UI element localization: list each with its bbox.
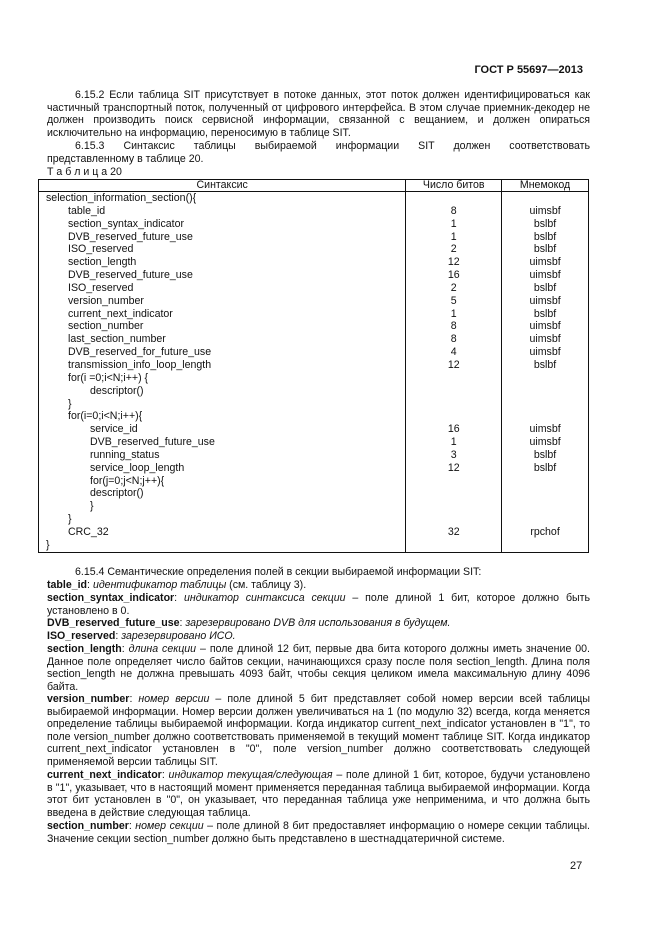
term-italic: номер секции (135, 820, 204, 832)
term-rest: – поле длиной 8 бит предоставляет информацию о номере секции таблицы. Значение секции section_number должно быть представлено в шестнадцатеричной системе. (47, 820, 590, 845)
table-row (39, 218, 589, 231)
cell-bits (406, 500, 502, 513)
cell-mnemonic: bslbf (502, 462, 589, 475)
cell-bits (406, 398, 502, 411)
term-rest: – поле длиной 1 бит, которое, будучи установлено в "1", указывает, что в настоящий момент применяется переданная таблица выбираемой информации. Когда этот бит установлен в "0", он указывает, что переданная таблица уже неприменима, и что должна быть введена в действие следующая таблица. (47, 769, 590, 819)
paragraph-6-15-2: 6.15.2 Если таблица SIT присутствует в потоке данных, этот поток должен идентифицироваться как частичный транспортный поток, полученный от цифрового интерфейса. В этом случае приемник-декодер не должен производить поиск сервисной информации, связанной с вещанием, и должен опираться исключительно на информацию, переносимую в таблице SIT. (47, 89, 590, 139)
table-row (39, 526, 589, 539)
cell-syntax: for(i =0;i<N;i++) { (68, 371, 149, 384)
cell-mnemonic: uimsbf (502, 295, 589, 308)
cell-mnemonic: bslbf (502, 231, 589, 244)
cell-bits (406, 410, 502, 423)
cell-syntax: running_status (90, 448, 160, 461)
cell-mnemonic (502, 539, 589, 552)
term-rest: (см. таблицу 3). (226, 579, 307, 591)
cell-bits: 1 (406, 308, 502, 321)
cell-mnemonic (502, 192, 589, 205)
cell-bits: 16 (406, 269, 502, 282)
table-row (39, 539, 589, 552)
cell-bits (406, 475, 502, 488)
cell-bits: 4 (406, 346, 502, 359)
cell-syntax: } (68, 397, 72, 410)
cell-mnemonic: rpchof (502, 526, 589, 539)
cell-syntax: last_section_number (68, 333, 166, 346)
cell-syntax: } (46, 538, 50, 551)
cell-syntax: descriptor() (90, 384, 144, 397)
cell-mnemonic (502, 500, 589, 513)
term: section_number (47, 820, 129, 832)
cell-syntax: version_number (68, 294, 144, 307)
table-row (39, 385, 589, 398)
term-rest: – поле длиной 12 бит, первые два бита которого должны иметь значение 00. Данное поле определяет число байтов секции, начинающихся сразу после поля section_length. Длина поля section_length не должна превышать 4093 байт, чтобы секция целиком имела максимальную длину 4096 байта. (47, 643, 591, 693)
table-row (39, 475, 589, 488)
table-row (39, 449, 589, 462)
table-row (39, 372, 589, 385)
table-row (39, 333, 589, 346)
table-row (39, 500, 589, 513)
paragraph-6-15-3-line1: 6.15.3 Синтаксис таблицы выбираемой информации SIT должен соответствовать (75, 140, 590, 152)
term: current_next_indicator (47, 769, 162, 781)
cell-mnemonic (502, 487, 589, 500)
cell-syntax: } (68, 513, 72, 526)
term: ISO_reserved (47, 630, 116, 642)
cell-mnemonic: bslbf (502, 243, 589, 256)
page-number: 27 (570, 860, 583, 872)
cell-bits: 5 (406, 295, 502, 308)
cell-bits (406, 539, 502, 552)
cell-syntax: section_syntax_indicator (68, 217, 185, 230)
document-header: ГОСТ Р 55697—2013 (474, 64, 583, 76)
table-row (39, 346, 589, 359)
cell-syntax: transmission_info_loop_length (68, 358, 212, 371)
table-row (39, 205, 589, 218)
cell-mnemonic: uimsbf (502, 423, 589, 436)
table-row (39, 462, 589, 475)
term-italic: зарезервировано ИСО. (121, 630, 236, 642)
cell-bits: 3 (406, 449, 502, 462)
term: section_syntax_indicator (47, 592, 175, 604)
cell-bits: 32 (406, 526, 502, 539)
cell-mnemonic (502, 475, 589, 488)
cell-syntax: } (90, 500, 94, 513)
term: section_length (47, 643, 122, 655)
def-current-next-indicator: current_next_indicator: индикатор текущая/следующая – поле длиной 1 бит, которое, будучи установлено в "1", указывает, что в настоящий момент применяется переданная таблица выбираемой информации. Когда этот бит установлен в "0", он указывает, что переданная таблица уже неприменима, и что должна быть введена в действие следующая таблица. (47, 769, 590, 819)
table-row (39, 192, 589, 205)
cell-syntax: section_length (68, 256, 137, 269)
term-italic: номер версии (138, 693, 210, 705)
table-caption: Т а б л и ц а 20 (47, 166, 122, 178)
cell-syntax: ISO_reserved (68, 281, 134, 294)
cell-mnemonic: bslbf (502, 218, 589, 231)
term-italic: длина секции (128, 643, 197, 655)
cell-syntax: DVB_reserved_future_use (90, 436, 215, 449)
cell-syntax: service_id (90, 423, 138, 436)
term-italic: зарезервировано DVB для использования в будущем. (185, 617, 451, 629)
column-header-mnemonic: Мнемокод (502, 180, 589, 192)
def-version-number: version_number: номер версии – поле длиной 5 бит представляет собой номер версии всей таблицы выбираемой информации. Номер версии должен увеличиваться на 1 (по модулю 32) всегда, когда меняется определение таблицы выбираемой информации. Когда индикатор current_next_indicator установлен в "1", то поле version_number должно соответствовать применяемой в текущий момент таблице SIT. Когда индикатор current_next_indicator установлен в "0", поле version_number должно соответствовать следующей применяемой версии таблицы SIT. (47, 693, 590, 768)
cell-syntax: service_loop_length (90, 461, 185, 474)
cell-mnemonic: uimsbf (502, 205, 589, 218)
cell-mnemonic (502, 410, 589, 423)
term-italic: индикатор синтаксиса секции (184, 592, 346, 604)
table-row (39, 436, 589, 449)
cell-bits: 12 (406, 462, 502, 475)
cell-bits: 12 (406, 359, 502, 372)
term: DVB_reserved_future_use (47, 617, 180, 629)
def-dvb-reserved: DVB_reserved_future_use: зарезервировано DVB для использования в будущем. (47, 617, 451, 629)
cell-mnemonic: bslbf (502, 449, 589, 462)
cell-bits: 1 (406, 231, 502, 244)
term-italic: идентификатор таблицы (92, 579, 227, 591)
table-row (39, 513, 589, 526)
column-header-syntax: Синтаксис (39, 180, 406, 192)
cell-syntax: DVB_reserved_future_use (68, 230, 193, 243)
table-row (39, 410, 589, 423)
cell-syntax: DVB_reserved_for_future_use (68, 346, 212, 359)
term: version_number (47, 693, 130, 705)
cell-mnemonic (502, 513, 589, 526)
cell-syntax: descriptor() (90, 487, 144, 500)
cell-syntax: CRC_32 (68, 525, 109, 538)
table-row (39, 231, 589, 244)
cell-mnemonic: bslbf (502, 282, 589, 295)
table-row (39, 256, 589, 269)
cell-syntax: DVB_reserved_future_use (68, 269, 193, 282)
cell-mnemonic: uimsbf (502, 346, 589, 359)
table-row (39, 398, 589, 411)
term: table_id (47, 579, 88, 591)
cell-bits: 16 (406, 423, 502, 436)
cell-syntax: ISO_reserved (68, 243, 134, 256)
table-row (39, 295, 589, 308)
column-header-bits: Число битов (406, 180, 502, 192)
cell-bits: 8 (406, 320, 502, 333)
table-row (39, 487, 589, 500)
cell-bits (406, 513, 502, 526)
cell-syntax: for(j=0;j<N;j++){ (90, 474, 165, 487)
cell-bits (406, 372, 502, 385)
cell-bits: 12 (406, 256, 502, 269)
def-iso-reserved: ISO_reserved: зарезервировано ИСО. (47, 630, 236, 642)
cell-syntax: section_number (68, 320, 144, 333)
cell-mnemonic: uimsbf (502, 320, 589, 333)
term-rest: – поле длиной 5 бит представляет собой номер версии всей таблицы выбираемой информации. Номер версии должен увеличиваться на 1 (по модулю 32) всегда, когда меняется определение таблицы выбираемой информации. Когда индикатор current_next_indicator установлен в "1", то поле version_number должно соответствовать применяемой в текущий момент таблице SIT. Когда индикатор current_next_indicator установлен в "0", поле version_number должно соответствовать следующей применяемой версии таблицы SIT. (47, 693, 590, 768)
def-section-length: section_length: длина секции – поле длиной 12 бит, первые два бита которого должны иметь значение 00. Данное поле определяет число байтов секции, начинающихся сразу после поля section_length. Длина поля section_length не должна превышать 4093 байт, чтобы секция целиком имела максимальную длину 4096 байта. (47, 643, 591, 693)
syntax-table (38, 179, 589, 553)
cell-mnemonic: uimsbf (502, 269, 589, 282)
cell-bits (406, 487, 502, 500)
cell-syntax: selection_information_section(){ (46, 192, 197, 204)
cell-mnemonic: bslbf (502, 359, 589, 372)
cell-bits: 1 (406, 218, 502, 231)
cell-bits: 2 (406, 243, 502, 256)
cell-syntax: for(i=0;i<N;i++){ (68, 410, 143, 423)
table-row (39, 320, 589, 333)
cell-bits (406, 192, 502, 205)
table-row (39, 308, 589, 321)
cell-bits: 8 (406, 333, 502, 346)
def-table-id: table_id: идентификатор таблицы (см. таблицу 3). (47, 579, 307, 591)
def-section-number: section_number: номер секции – поле длиной 8 бит предоставляет информацию о номере секции таблицы. Значение секции section_number должно быть представлено в шестнадцатеричной системе. (47, 820, 590, 845)
cell-bits: 1 (406, 436, 502, 449)
cell-mnemonic: uimsbf (502, 256, 589, 269)
cell-bits: 8 (406, 205, 502, 218)
table-row (39, 269, 589, 282)
cell-mnemonic: uimsbf (502, 333, 589, 346)
paragraph-6-15-3-line2: представленному в таблице 20. (47, 153, 204, 165)
table-row (39, 282, 589, 295)
cell-mnemonic (502, 398, 589, 411)
table-row (39, 243, 589, 256)
def-section-syntax-indicator: section_syntax_indicator: индикатор синтаксиса секции – поле длиной 1 бит, которое должно быть установлено в 0. (47, 592, 590, 617)
cell-mnemonic (502, 385, 589, 398)
cell-bits: 2 (406, 282, 502, 295)
semantics-intro: 6.15.4 Семантические определения полей в секции выбираемой информации SIT: (75, 566, 482, 578)
cell-bits (406, 385, 502, 398)
table-header-row (39, 180, 589, 192)
cell-mnemonic: bslbf (502, 308, 589, 321)
table-row (39, 359, 589, 372)
cell-mnemonic: uimsbf (502, 436, 589, 449)
cell-syntax: current_next_indicator (68, 307, 173, 320)
table-row (39, 423, 589, 436)
term-italic: индикатор текущая/следующая (168, 769, 333, 781)
cell-mnemonic (502, 372, 589, 385)
term-rest: – поле длиной 1 бит, которое должно быть установлено в 0. (47, 592, 590, 617)
cell-syntax: table_id (68, 204, 106, 217)
